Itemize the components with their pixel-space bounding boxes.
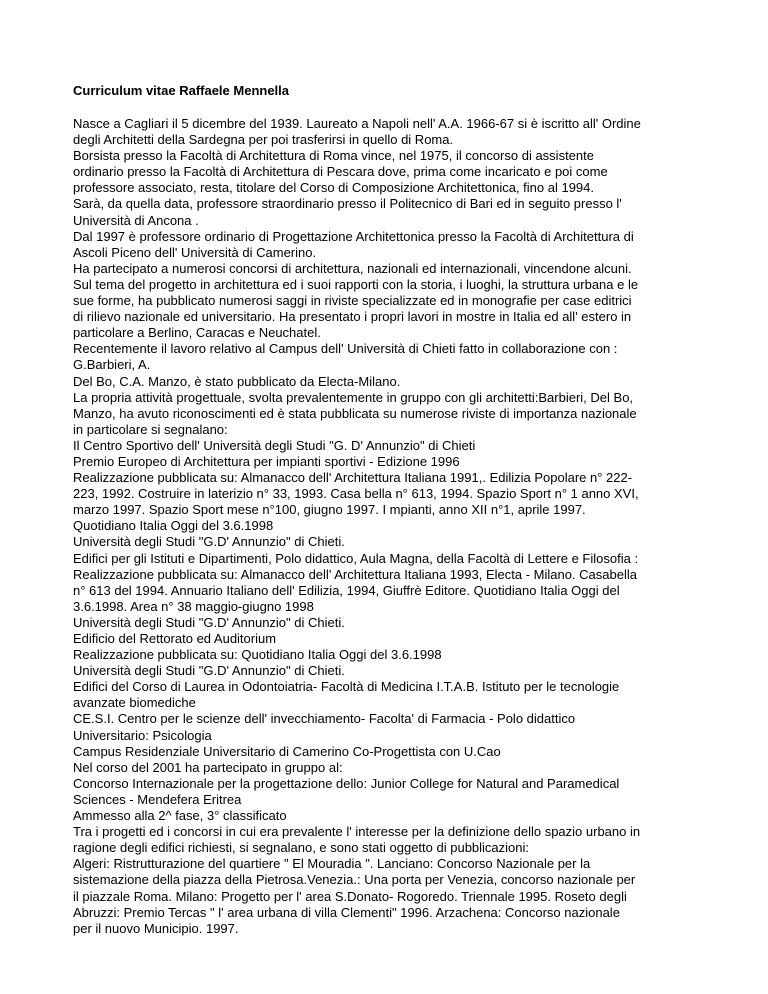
body-line: Nel corso del 2001 ha partecipato in gruppo al:	[73, 759, 343, 775]
body-line: 3.6.1998. Area n° 38 maggio-giugno 1998	[73, 598, 314, 614]
body-line: Nasce a Cagliari il 5 dicembre del 1939. Laureato a Napoli nell' A.A. 1966-67 si è iscritto all' Ordine	[73, 116, 641, 131]
body-line: Università degli Studi "G.D' Annunzio" di Chieti.	[73, 614, 345, 630]
body-line: Manzo, ha avuto riconoscimenti ed è stata pubblicata su numerose riviste di importanza nazionale	[73, 405, 637, 421]
body-line: Edificio del Rettorato ed Auditorium	[73, 631, 277, 646]
body-line: Ascoli Piceno dell' Università di Camerino.	[73, 244, 317, 260]
body-line: Algeri: Ristrutturazione del quartiere " El Mouradia ". Lanciano: Concorso Nazionale per la	[73, 856, 591, 872]
body-line: Edifici del Corso di Laurea in Odontoiatria- Facoltà di Medicina I.T.A.B. Istituto per le tecnologie	[73, 679, 620, 695]
body-line: Premio Europeo di Architettura per impianti sportivi - Edizione 1996	[73, 453, 460, 469]
body-line: Università di Ancona .	[73, 212, 199, 228]
body-line: per il nuovo Municipio. 1997.	[73, 920, 239, 936]
body-line: in particolare si segnalano:	[73, 421, 228, 437]
body-line: il piazzale Roma. Milano: Progetto per l' area S.Donato- Rogoredo. Triennale 1995. Roseto degli	[73, 888, 627, 904]
body-line: Campus Residenziale Universitario di Camerino Co-Progettista con U.Cao	[73, 743, 501, 759]
body-line: Quotidiano Italia Oggi del 3.6.1998	[73, 518, 274, 534]
body-line: marzo 1997. Spazio Sport mese n°100, giugno 1997. I mpianti, anno XII n°1, aprile 1997.	[73, 502, 586, 518]
document-page	[73, 82, 703, 937]
document-title: Curriculum vitae Raffaele Mennella	[73, 83, 290, 98]
document-body	[73, 116, 703, 937]
body-line: Università degli Studi "G.D' Annunzio" di Chieti.	[73, 663, 345, 679]
body-line: Realizzazione pubblicata su: Quotidiano Italia Oggi del 3.6.1998	[73, 647, 442, 663]
body-line: Università degli Studi "G.D' Annunzio" di Chieti.	[73, 534, 345, 550]
body-line: Ammesso alla 2^ fase, 3° classificato	[73, 808, 287, 824]
body-line: Sciences - Mendefera Eritrea	[73, 791, 242, 807]
body-line: Sul tema del progetto in architettura ed i suoi rapporti con la storia, i luoghi, la struttura urbana e le	[73, 276, 639, 292]
body-line: Dal 1997 è professore ordinario di Progettazione Architettonica presso la Facoltà di Architettura di	[73, 228, 634, 244]
body-line: Universitario: Psicologia	[73, 727, 212, 743]
body-line: Borsista presso la Facoltà di Architettura di Roma vince, nel 1975, il concorso di assistente	[73, 148, 594, 164]
body-line: Del Bo, C.A. Manzo, è stato pubblicato da Electa-Milano.	[73, 373, 401, 389]
body-line: Realizzazione pubblicata su: Almanacco dell' Architettura Italiana 1991,. Edilizia Popolare n° 222-	[73, 470, 633, 486]
body-line: Recentemente il lavoro relativo al Campus dell' Università di Chieti fatto in collaborazione con :	[73, 341, 618, 357]
body-line: professore associato, resta, titolare del Corso di Composizione Architettonica, fino al 1994.	[73, 180, 594, 196]
body-line: sistemazione della piazza della Pietrosa.Venezia.: Una porta per Venezia, concorso nazionale per	[73, 872, 636, 888]
body-line: Il Centro Sportivo dell' Università degli Studi "G. D' Annunzio" di Chieti	[73, 437, 476, 453]
body-line: Abruzzi: Premio Tercas " l' area urbana di villa Clementi" 1996. Arzachena: Concorso nazionale	[73, 904, 620, 920]
body-line: ragione degli edifici richiesti, si segnalano, e sono stati oggetto di pubblicazioni:	[73, 840, 530, 856]
body-line: avanzate biomediche	[73, 695, 196, 711]
body-line: sue forme, ha pubblicato numerosi saggi in riviste specializzate ed in monografie per case editrici	[73, 293, 632, 309]
body-line: G.Barbieri, A.	[73, 357, 151, 373]
body-line: ordinario presso la Facoltà di Architettura di Pescara dove, prima come incaricato e poi come	[73, 164, 608, 180]
body-line: n° 613 del 1994. Annuario Italiano dell' Edilizia, 1994, Giuffrè Editore. Quotidiano Italia Oggi del	[73, 582, 620, 598]
body-line: Ha partecipato a numerosi concorsi di architettura, nazionali ed internazionali, vincendone alcuni.	[73, 260, 632, 276]
body-line: Edifici per gli Istituti e Dipartimenti, Polo didattico, Aula Magna, della Facoltà di Lettere e Filosofia :	[73, 550, 639, 566]
body-line: Realizzazione pubblicata su: Almanacco dell' Architettura Italiana 1993, Electa - Milano. Casabella	[73, 566, 637, 582]
body-line: degli Architetti della Sardegna per poi trasferirsi in quello di Roma.	[73, 132, 454, 148]
body-line: Sarà, da quella data, professore straordinario presso il Politecnico di Bari ed in seguito presso l'	[73, 196, 622, 212]
body-line: Tra i progetti ed i concorsi in cui era prevalente l' interesse per la definizione dello spazio urbano in	[73, 824, 641, 840]
body-line: La propria attività progettuale, svolta prevalentemente in gruppo con gli architetti:Barbieri, Del Bo,	[73, 389, 634, 405]
body-line: particolare a Berlino, Caracas e Neuchatel.	[73, 325, 321, 341]
body-line: 223, 1992. Costruire in laterizio n° 33, 1993. Casa bella n° 613, 1994. Spazio Sport n° 1 anno XVI,	[73, 486, 639, 502]
body-line: Concorso Internazionale per la progettazione dello: Junior College for Natural and Paramedical	[73, 775, 620, 791]
body-line: di rilievo nazionale ed universitario. Ha presentato i propri lavori in mostre in Italia ed all' estero in	[73, 309, 632, 325]
body-line: CE.S.I. Centro per le scienze dell' invecchiamento- Facolta' di Farmacia - Polo didattico	[73, 711, 576, 727]
